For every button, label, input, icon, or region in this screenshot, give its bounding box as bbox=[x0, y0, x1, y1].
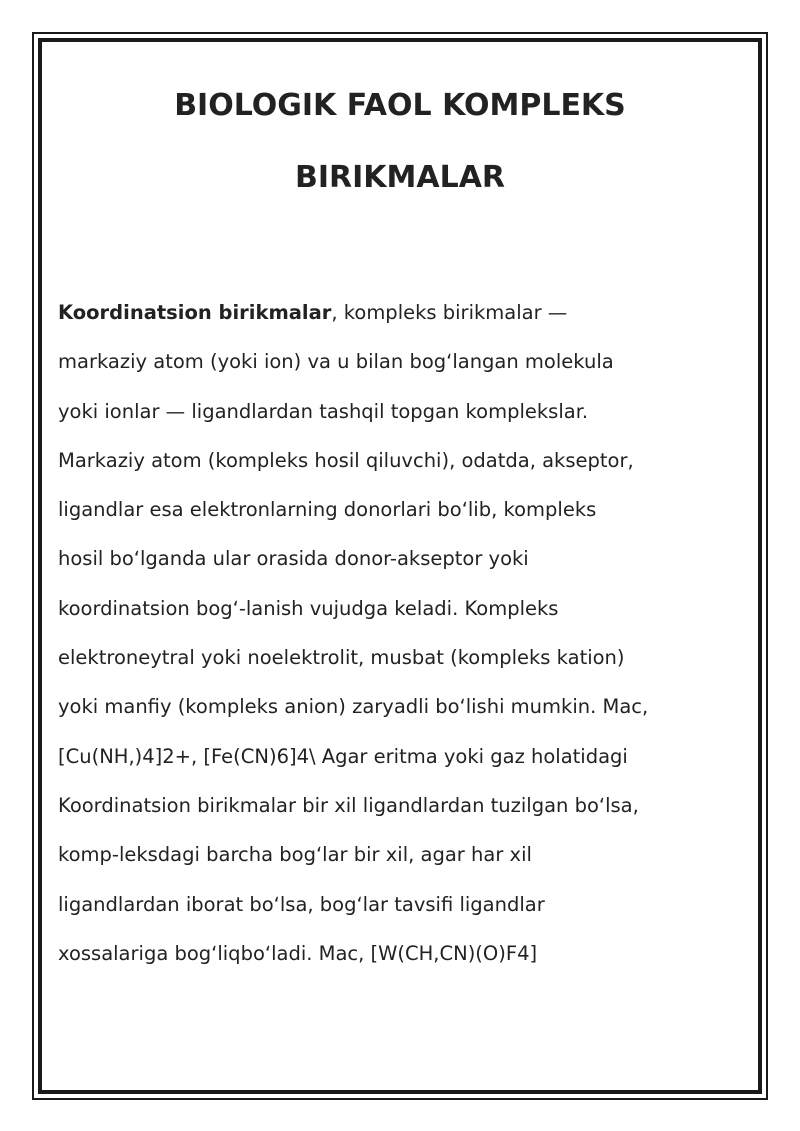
paragraph-line: ligandlar esa elektronlarning donorlari boʻlib, kompleks bbox=[58, 498, 597, 522]
paragraph-line: komp-leksdagi barcha bogʻlar bir xil, agar har xil bbox=[58, 843, 532, 867]
document-title-line-1: BIOLOGIK FAOL KOMPLEKS bbox=[174, 88, 626, 123]
paragraph-line-text: , kompleks birikmalar — bbox=[331, 301, 568, 324]
paragraph-line: yoki ionlar — ligandlardan tashqil topgan komplekslar. bbox=[58, 399, 589, 423]
paragraph-line: hosil boʻlganda ular orasida donor-akseptor yoki bbox=[58, 547, 529, 571]
document-title-line-2: BIRIKMALAR bbox=[294, 160, 506, 195]
paragraph-line: ligandlardan iborat boʻlsa, bogʻlar tavsifi ligandlar bbox=[58, 892, 545, 916]
paragraph-line: koordinatsion bogʻ-lanish vujudga keladi. Kompleks bbox=[58, 596, 559, 620]
paragraph-line: yoki manfiy (kompleks anion) zaryadli boʻlishi mumkin. Mac, bbox=[58, 695, 649, 719]
body-paragraph bbox=[58, 288, 748, 978]
paragraph-line: Markaziy atom (kompleks hosil qiluvchi), odatda, akseptor, bbox=[58, 448, 634, 472]
paragraph-line: [Cu(NH,)4]2+, [Fe(CN)6]4\ Agar eritma yoki gaz holatidagi bbox=[58, 744, 628, 768]
paragraph-line: markaziy atom (yoki ion) va u bilan bogʻlangan molekula bbox=[58, 350, 614, 374]
paragraph-line: xossalariga bogʻliqboʻladi. Mac, [W(CH,CN)(O)F4] bbox=[58, 941, 538, 965]
paragraph-line: Koordinatsion birikmalar bir xil ligandlardan tuzilgan boʻlsa, bbox=[58, 793, 639, 817]
paragraph-line bbox=[58, 288, 748, 337]
lead-term: Koordinatsion birikmalar bbox=[58, 301, 332, 324]
paragraph-line: elektroneytral yoki noelektrolit, musbat (kompleks kation) bbox=[58, 646, 625, 670]
